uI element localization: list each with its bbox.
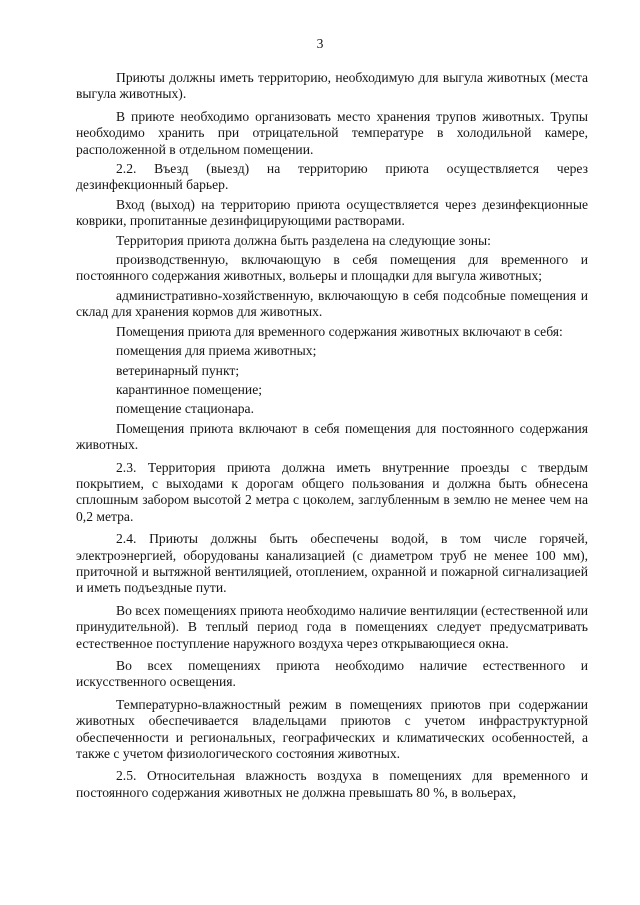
list-item: ветеринарный пункт;: [116, 362, 240, 378]
list-item: помещения для приема животных;: [116, 343, 317, 359]
paragraph: Во всех помещениях приюта необходимо наличие естественного и искусственного освещения.: [76, 658, 588, 690]
list-item: карантинное помещение;: [116, 381, 263, 397]
paragraph: административно-хозяйственную, включающую в себя подсобные помещения и склад для хранения кормов для животных.: [76, 287, 588, 320]
paragraph: Территория приюта должна быть разделена на следующие зоны:: [116, 232, 491, 248]
paragraph: В приюте необходимо организовать место хранения трупов животных. Трупы необходимо хранить при отрицательной температуре в холодильной камере, расположенной в отдельном помещении.: [76, 108, 588, 157]
paragraph: 2.3. Территория приюта должна иметь внутренние проезды с твердым покрытием, с выходами к дорогам общего пользования и должна быть обнесена сплошным забором высотой 2 метра с цоколем, заглубленным в землю не менее чем на 0,2 метра.: [76, 459, 588, 524]
paragraph: 2.4. Приюты должны быть обеспечены водой, в том числе горячей, электроэнергией, оборудованы канализацией (с диаметром труб не менее 100 мм), приточной и вытяжной вентиляцией, отоплением, охранной и пожарной сигнализацией и иметь подъездные пути.: [76, 531, 588, 596]
page-number: 3: [316, 36, 324, 51]
paragraph: Помещения приюта включают в себя помещения для постоянного содержания животных.: [76, 420, 588, 453]
paragraph: Приюты должны иметь территорию, необходимую для выгула животных (места выгула животных).: [76, 70, 588, 102]
paragraph: Вход (выход) на территорию приюта осуществляется через дезинфекционные коврики, пропитанные дезинфицирующими растворами.: [76, 196, 588, 229]
paragraph: Температурно-влажностный режим в помещениях приютов при содержании животных обеспечивается владельцами приютов с учетом инфраструктурной обеспеченности и региональных, географических и климатических особенностей, а также с учетом физиологического состояния животных.: [76, 696, 588, 762]
paragraph: производственную, включающую в себя помещения для временного и постоянного содержания животных, вольеры и площадки для выгула животных;: [76, 252, 588, 284]
list-item: помещение стационара.: [116, 401, 254, 417]
paragraph: 2.5. Относительная влажность воздуха в помещениях для временного и постоянного содержания животных не должна превышать 80 %, в вольерах,: [76, 768, 588, 800]
document-body: [76, 70, 588, 801]
paragraph: Во всех помещениях приюта необходимо наличие вентиляции (естественной или принудительной). В теплый период года в помещениях следует предусматривать естественное поступление наружного воздуха через открывающиеся окна.: [76, 602, 588, 651]
paragraph: Помещения приюта для временного содержания животных включают в себя:: [116, 323, 563, 339]
paragraph: 2.2. Въезд (выезд) на территорию приюта осуществляется через дезинфекционный барьер.: [76, 161, 588, 193]
